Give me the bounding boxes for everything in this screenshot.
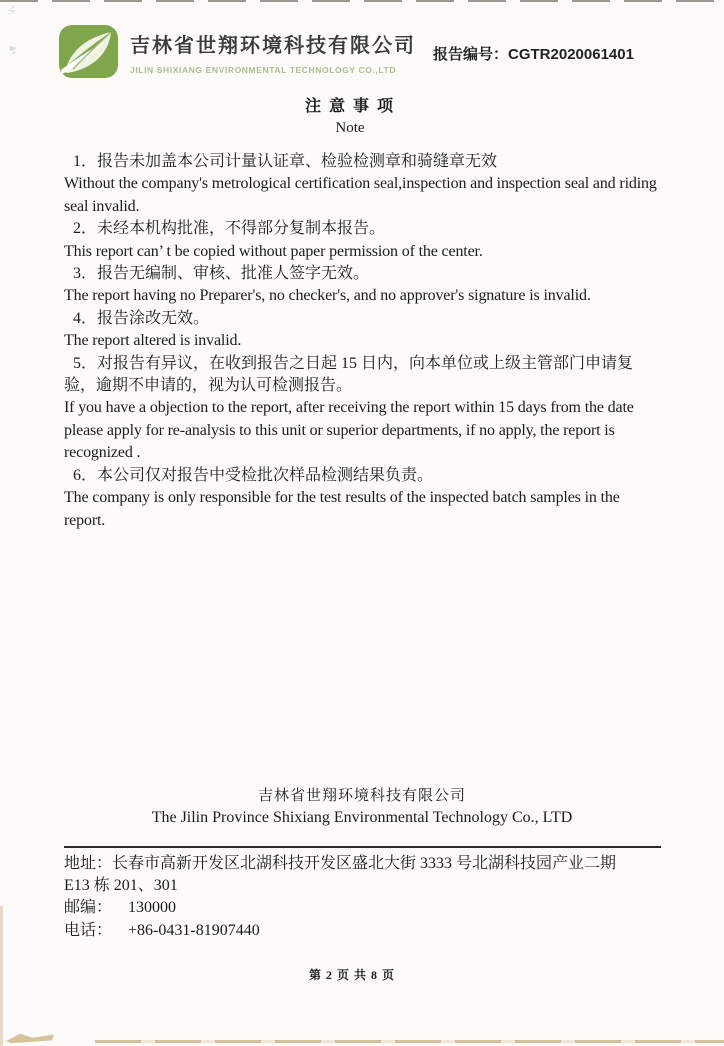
- report-number-label: 报告编号：: [433, 46, 509, 63]
- scan-smudge-mark: [9, 46, 17, 56]
- note-item: [64, 465, 660, 532]
- company-logo: [59, 25, 118, 78]
- phone-line: [64, 920, 661, 942]
- title-en: Note: [335, 120, 365, 136]
- scan-bottom-edge-artifact: [95, 1040, 724, 1043]
- scan-left-edge-artifact: [0, 906, 3, 1046]
- address-line2: E13 栋 201、301: [64, 877, 178, 895]
- note-text-en: The company is only responsible for the test results of the inspected batch samples in the report.: [64, 489, 620, 529]
- company-brand-block: [130, 29, 416, 75]
- note-text-cn: 6．本公司仅对报告中受检批次样品检测结果负责。: [73, 466, 434, 484]
- company-name-en: JILIN SHIXIANG ENVIRONMENTAL TECHNOLOGY CO.,LTD: [130, 65, 397, 75]
- report-number: [433, 43, 634, 64]
- note-text-cn: 1．报告未加盖本公司计量认证章、检验检测章和骑缝章无效: [73, 153, 498, 170]
- notes-list: [64, 151, 660, 532]
- note-text-cn: 2．未经本机构批准，不得部分复制本报告。: [73, 220, 386, 238]
- address-line1: 地址：长春市高新开发区北湖科技开发区盛北大街 3333 号北湖科技园产业二期: [64, 855, 617, 872]
- phone-label: 电话：: [64, 921, 113, 939]
- note-item: [64, 218, 660, 263]
- note-text-en: The report having no Preparer's, no checker's, and no approver's signature is invalid.: [64, 287, 591, 305]
- footer-company-cn: 吉林省世翔环境科技有限公司: [257, 788, 466, 804]
- phone-value: +86-0431-81907440: [128, 921, 260, 939]
- note-text-en: Without the company's metrological certification seal,inspection and inspection seal and riding seal invalid.: [64, 175, 657, 215]
- footer-contact-block: [64, 853, 661, 942]
- page-number: 第 2 页 共 8 页: [308, 968, 395, 982]
- note-item: [64, 308, 660, 353]
- scan-top-edge-artifact: [0, 0, 724, 2]
- footer-company-block: [0, 784, 724, 827]
- note-text-en: This report can’ t be copied without paper permission of the center.: [64, 242, 483, 260]
- note-text-cn: 4．报告涂改无效。: [73, 309, 210, 327]
- note-text-en: The report altered is invalid.: [64, 332, 242, 350]
- note-text-cn: 5．对报告有异议，在收到报告之日起 15 日内，向本单位或上级主管部门申请复验，逾期不申请的，视为认可检测报告。: [64, 354, 634, 395]
- postcode-label: 邮编：: [64, 899, 113, 917]
- leaf-icon: [59, 65, 118, 78]
- company-name-cn: 吉林省世翔环境科技有限公司: [130, 35, 416, 57]
- document-title: [0, 93, 700, 137]
- note-item: [64, 151, 660, 218]
- scan-smudge-mark: [8, 6, 15, 15]
- title-cn: 注 意 事 项: [304, 98, 395, 115]
- note-item: [64, 353, 660, 465]
- postcode-line: [64, 897, 661, 919]
- scan-bottom-blob-artifact: [6, 1031, 55, 1043]
- note-item: [64, 263, 660, 308]
- footer-divider: [64, 846, 661, 848]
- note-text-cn: 3．报告无编制、审核、批准人签字无效。: [73, 265, 370, 283]
- footer-company-en: The Jilin Province Shixiang Environmental Technology Co., LTD: [151, 809, 573, 826]
- postcode-value: 130000: [128, 899, 177, 917]
- report-number-value: CGTR2020061401: [508, 46, 634, 63]
- note-text-en: If you have a objection to the report, after receiving the report within 15 days from the date please apply for re-analysis to this unit or superior departments, if no apply, the report is recognized .: [64, 399, 634, 462]
